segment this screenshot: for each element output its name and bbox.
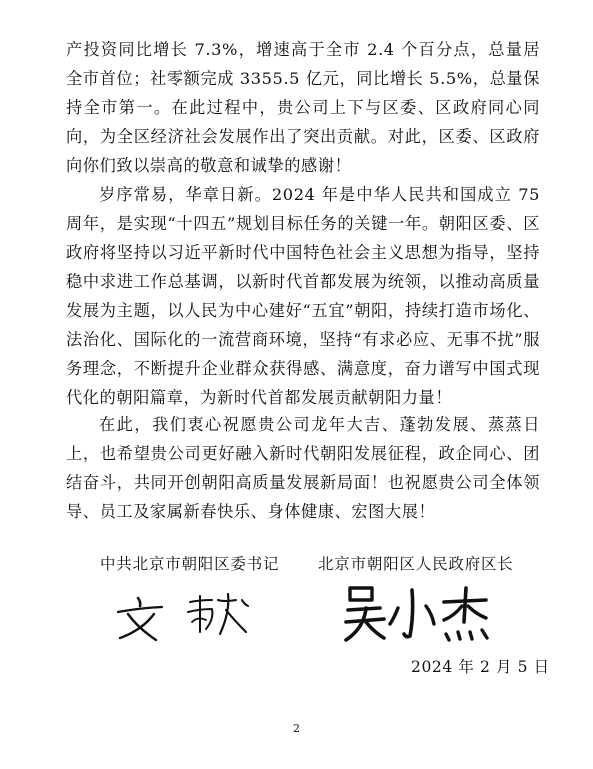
- letter-paragraph-3: 在此，我们衷心祝愿贵公司龙年大吉、蓬勃发展、蒸蒸日上，也希望贵公司更好融入新时代朝阳发展征程，政企同心、团结奋斗，共同开创朝阳高质量发展新局面！也祝愿贵公司全体领导、员工及家属新春快乐、身体健康、宏图大展！: [66, 415, 540, 521]
- party-secretary-title: 中共北京市朝阳区委书记: [100, 555, 280, 573]
- letter-paragraph-1: 产投资同比增长 7.3%，增速高于全市 2.4 个百分点，总量居全市首位；社零额完成 3355.5 亿元，同比增长 5.5%，总量保持全市第一。在此过程中，贵公司上下与区委、区政府同心同向，为全区经济社会发展作出了突出贡献。对此，区委、区政府向你们致以崇高的敬意和诚挚的感谢！: [66, 40, 540, 175]
- party-secretary-signature: [108, 586, 258, 646]
- letter-paragraph-2: 岁序常易，华章日新。2024 年是中华人民共和国成立 75 周年，是实现“十四五”规划目标任务的关键一年。朝阳区委、区政府将坚持以习近平新时代中国特色社会主义思想为指导，坚持稳中求进工作总基调，以新时代首都发展为统领，以推动高质量发展为主题，以人民为中心建好“五宜”朝阳，持续打造市场化、法治化、国际化的一流营商环境，坚持“有求必应、无事不扰”服务理念，不断提升企业群众获得感、满意度，奋力谱写中国式现代化的朝阳篇章，为新时代首都发展贡献朝阳力量！: [66, 185, 540, 407]
- district-mayor-signature: [340, 580, 500, 646]
- letter-date: 2024 年 2 月 5 日: [411, 658, 550, 676]
- district-mayor-title: 北京市朝阳区人民政府区长: [318, 555, 514, 573]
- page-number: 2: [293, 722, 300, 735]
